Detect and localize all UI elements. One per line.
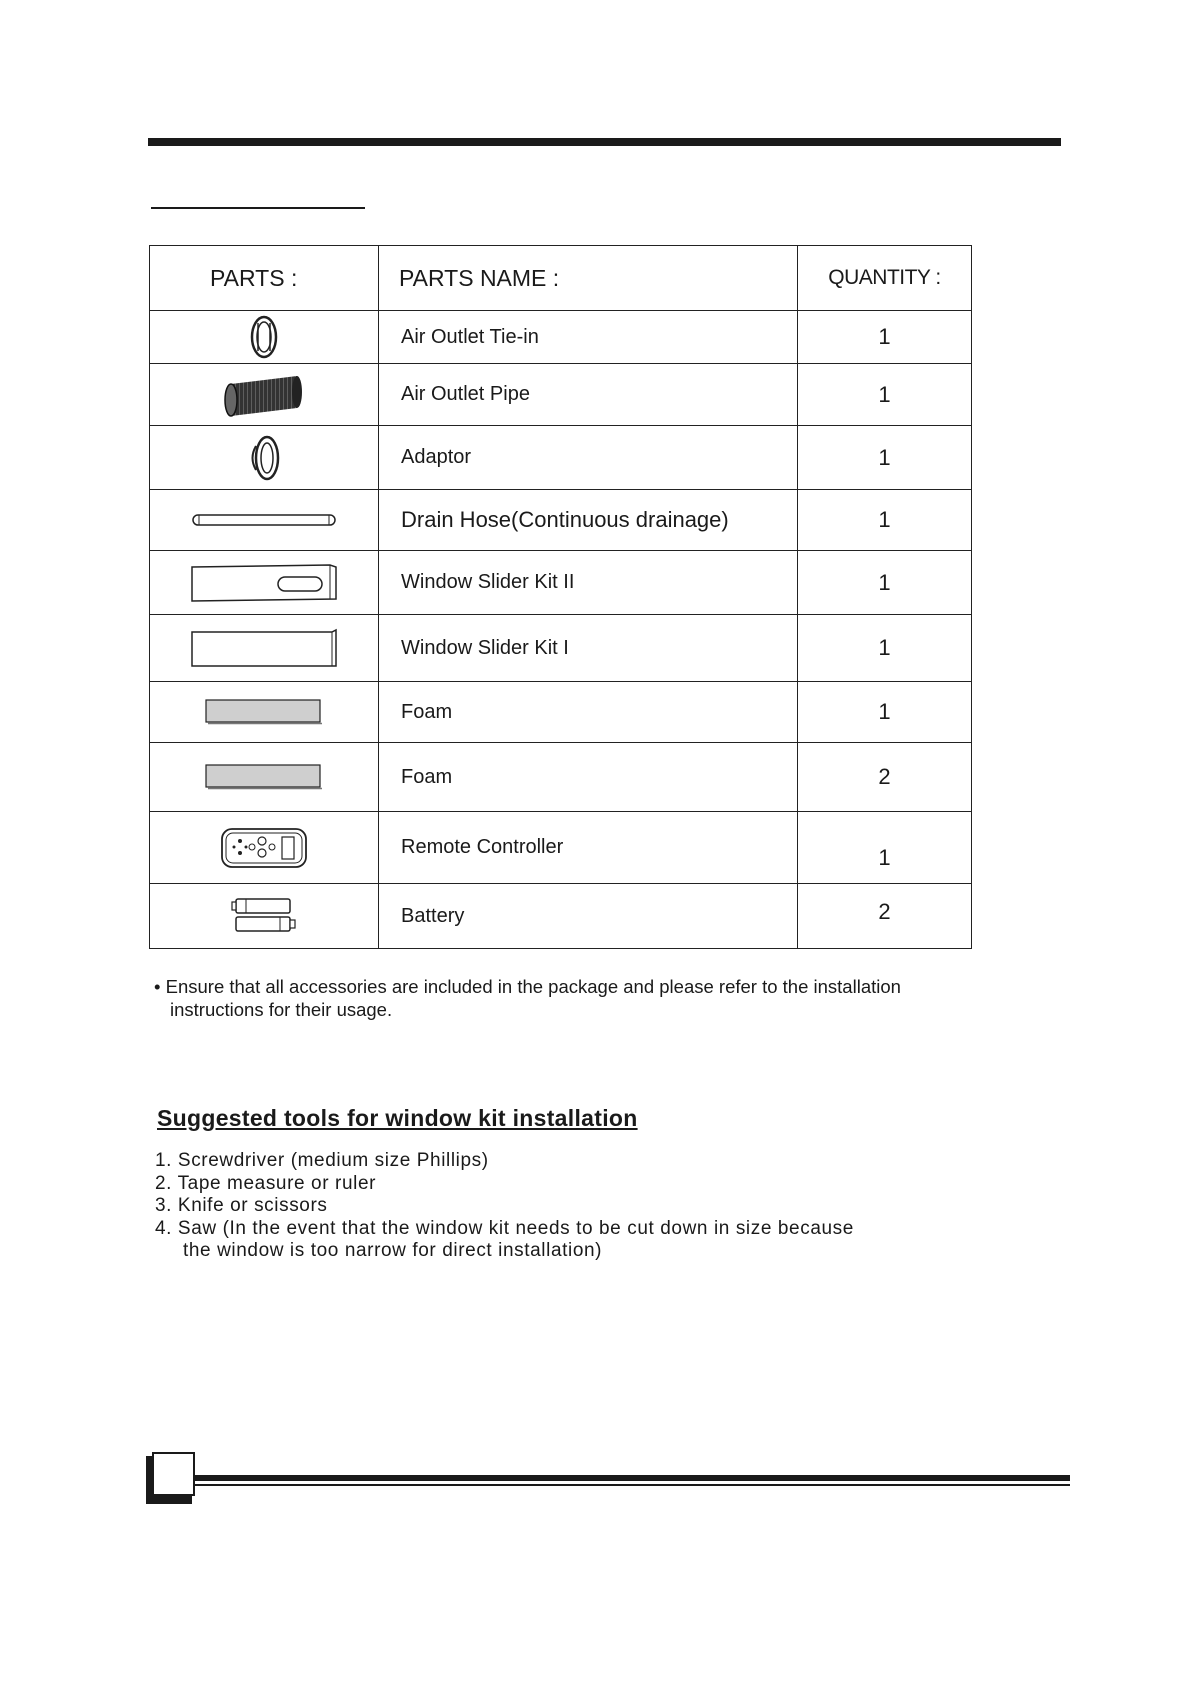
window-slider-kit-1-icon bbox=[150, 615, 379, 682]
footer-rule bbox=[190, 1475, 1070, 1481]
tool-text-continuation: the window is too narrow for direct installation) bbox=[183, 1240, 603, 1261]
list-item bbox=[155, 1150, 854, 1173]
adaptor-icon bbox=[150, 426, 379, 490]
part-quantity: 1 bbox=[798, 490, 972, 551]
bullet: • bbox=[154, 976, 161, 997]
part-quantity: 1 bbox=[798, 812, 972, 884]
tools-list bbox=[155, 1150, 854, 1263]
part-name: Window Slider Kit I bbox=[379, 615, 798, 682]
tool-text: 4. Saw (In the event that the window kit needs to be cut down in size because bbox=[155, 1217, 854, 1239]
accessories-note bbox=[154, 975, 954, 1021]
table-row bbox=[150, 884, 972, 949]
part-quantity: 1 bbox=[798, 364, 972, 426]
parts-table bbox=[149, 245, 972, 949]
table-row bbox=[150, 812, 972, 884]
list-item bbox=[155, 1173, 854, 1196]
part-name: Air Outlet Tie-in bbox=[379, 311, 798, 364]
table-row bbox=[150, 743, 972, 812]
list-item bbox=[155, 1218, 854, 1263]
foam-icon bbox=[150, 682, 379, 743]
table-row bbox=[150, 311, 972, 364]
header-quantity: QUANTITY : bbox=[798, 246, 972, 311]
part-name: Foam bbox=[379, 743, 798, 812]
part-quantity: 2 bbox=[798, 884, 972, 949]
footer-rule-thin bbox=[190, 1484, 1070, 1486]
header-parts-name: PARTS NAME : bbox=[379, 246, 798, 311]
table-row bbox=[150, 682, 972, 743]
battery-icon bbox=[150, 884, 379, 949]
part-quantity: 1 bbox=[798, 426, 972, 490]
window-slider-kit-2-icon bbox=[150, 551, 379, 615]
foam-icon bbox=[150, 743, 379, 812]
note-line-2: instructions for their usage. bbox=[170, 999, 393, 1020]
part-name: Drain Hose(Continuous drainage) bbox=[379, 490, 798, 551]
table-row bbox=[150, 490, 972, 551]
tools-heading: Suggested tools for window kit installation bbox=[157, 1105, 638, 1131]
note-line-1: Ensure that all accessories are included in the package and please refer to the installation bbox=[165, 976, 901, 997]
table-row bbox=[150, 426, 972, 490]
drain-hose-icon bbox=[150, 490, 379, 551]
part-name: Battery bbox=[379, 884, 798, 949]
top-rule bbox=[148, 138, 1061, 146]
part-name: Window Slider Kit II bbox=[379, 551, 798, 615]
table-row bbox=[150, 551, 972, 615]
tool-text: 1. Screwdriver (medium size Phillips) bbox=[155, 1150, 489, 1171]
page-number-box bbox=[152, 1452, 195, 1496]
list-item bbox=[155, 1195, 854, 1218]
part-quantity: 1 bbox=[798, 311, 972, 364]
part-quantity: 2 bbox=[798, 743, 972, 812]
section-title-underline bbox=[151, 207, 365, 209]
header-parts: PARTS : bbox=[150, 246, 379, 311]
remote-controller-icon bbox=[150, 812, 379, 884]
air-outlet-tie-in-icon bbox=[150, 311, 379, 364]
part-quantity: 1 bbox=[798, 682, 972, 743]
tool-text: 3. Knife or scissors bbox=[155, 1195, 328, 1216]
part-quantity: 1 bbox=[798, 615, 972, 682]
air-outlet-pipe-icon bbox=[150, 364, 379, 426]
part-name: Foam bbox=[379, 682, 798, 743]
tool-text: 2. Tape measure or ruler bbox=[155, 1172, 377, 1194]
part-quantity: 1 bbox=[798, 551, 972, 615]
table-header-row bbox=[150, 246, 972, 311]
part-name: Air Outlet Pipe bbox=[379, 364, 798, 426]
table-row bbox=[150, 615, 972, 682]
part-name: Adaptor bbox=[379, 426, 798, 490]
table-row bbox=[150, 364, 972, 426]
part-name: Remote Controller bbox=[379, 812, 798, 884]
